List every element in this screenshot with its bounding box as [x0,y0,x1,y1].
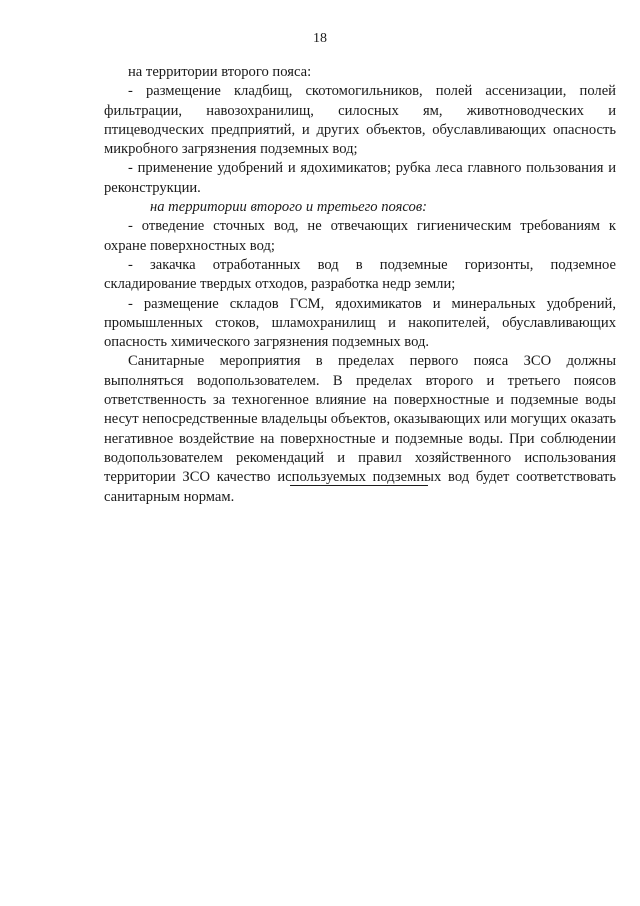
page-number: 18 [313,31,327,46]
paragraph-injection-restriction: - закачка отработанных вод в подземные горизонты, подземное складирование твердых отходов, разработка недр земли; [104,256,616,293]
paragraph-sanitary-measures: Санитарные мероприятия в пределах первого пояса ЗСО должны выполняться водопользователем. В пределах второго и третьего поясов ответственность за техногенное влияние на поверхностные и подземные воды несут непосредственные владельцы объектов, оказывающих или могущих оказать негативное воздействие на поверхностные и подземные воды. При соблюдении водопользователем рекомендаций и правил хозяйственного использования территории ЗСО качество используемых подземных вод будет соответствовать санитарным нормам. [104,353,616,505]
paragraph-cemeteries-restriction: - размещение кладбищ, скотомогильников, полей ассенизации, полей фильтрации, навозохранилищ, силосных ям, животноводческих и птицеводческих предприятий, и других объектов, обуславливающих опасность микробного загрязнения подземных вод; [104,83,616,158]
paragraph-fertilizers-restriction: - применение удобрений и ядохимикатов; рубка леса главного пользования и реконструкции. [104,160,616,196]
paragraph-storage-restriction: - размещение складов ГСМ, ядохимикатов и минеральных удобрений, промышленных стоков, шламохранилищ и накопителей, обуславливающих опасность химического загрязнения подземных вод. [104,295,616,351]
paragraph-wastewater-restriction: - отведение сточных вод, не отвечающих гигиеническим требованиям к охране поверхностных вод; [104,218,616,254]
end-separator-line [290,485,428,486]
document-body [104,63,616,507]
section-heading-second-zone: на территории второго пояса: [128,64,312,80]
section-heading-second-third-zones: на территории второго и третьего поясов: [150,199,428,216]
